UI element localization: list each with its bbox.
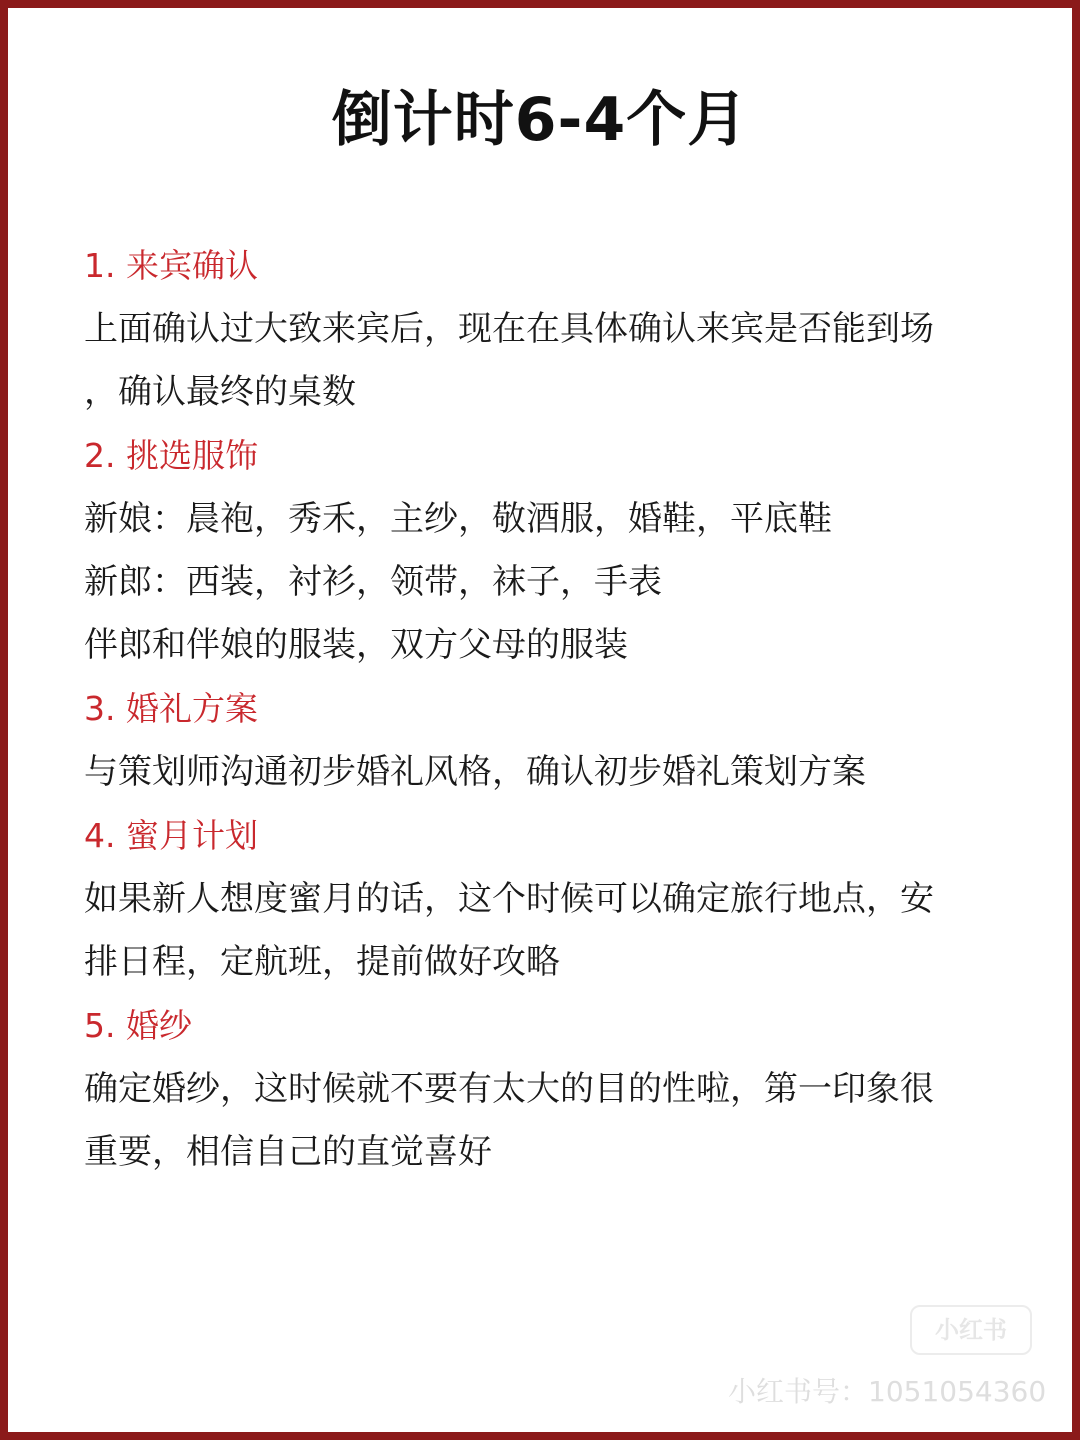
section-text-line: 新郎：西装，衬衫，领带，袜子，手表 [84,562,662,602]
section-heading: 4. 蜜月计划 [84,816,258,855]
section-heading: 3. 婚礼方案 [84,689,258,728]
section-guest-confirmation [84,234,996,424]
section-text-line: ，确认最终的桌数 [84,372,356,412]
watermark-logo: 小红书 [910,1305,1032,1355]
section-wedding-plan [84,677,996,804]
section-heading: 2. 挑选服饰 [84,436,258,475]
section-heading: 5. 婚纱 [84,1006,192,1045]
section-wedding-dress [84,994,996,1184]
section-choose-attire [84,424,996,677]
section-text-line: 如果新人想度蜜月的话，这个时候可以确定旅行地点，安 [84,879,934,919]
section-heading: 1. 来宾确认 [84,246,258,285]
content-body [84,234,996,1184]
section-text-line: 重要，相信自己的直觉喜好 [84,1132,492,1172]
section-honeymoon-plan [84,804,996,994]
section-text-line: 确定婚纱，这时候就不要有太大的目的性啦，第一印象很 [84,1069,934,1109]
section-text-line: 与策划师沟通初步婚礼风格，确认初步婚礼策划方案 [84,752,866,792]
section-text-line: 新娘：晨袍，秀禾，主纱，敬酒服，婚鞋，平底鞋 [84,499,832,539]
section-text-line: 伴郎和伴娘的服装，双方父母的服装 [84,625,628,665]
section-text-line: 上面确认过大致来宾后，现在在具体确认来宾是否能到场 [84,309,934,349]
page-title: 倒计时6-4个月 [331,85,749,155]
section-text-line: 排日程，定航班，提前做好攻略 [84,942,560,982]
watermark-id: 小红书号：1051054360 [728,1375,1047,1408]
